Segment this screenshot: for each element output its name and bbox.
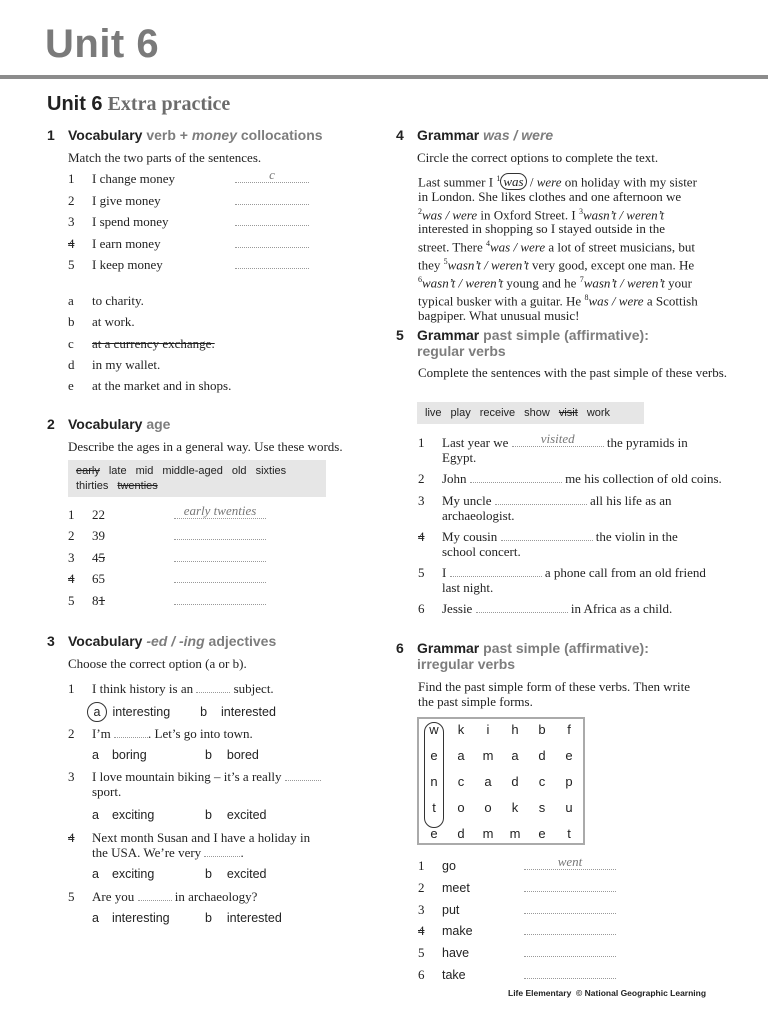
word-option: middle-aged: [162, 465, 223, 477]
grid-letter: f: [567, 722, 571, 737]
word-option: play: [450, 407, 471, 419]
answer-blank[interactable]: [114, 726, 148, 738]
exercise-1-instruction: Match the two parts of the sentences.: [68, 150, 262, 165]
item-row: [68, 528, 266, 544]
item-number: 1: [418, 858, 425, 873]
answer-blank[interactable]: [450, 565, 542, 577]
item-text: I think history is an: [92, 681, 197, 696]
item-text: me his collection of old coins.: [561, 471, 722, 486]
item-row: [92, 845, 244, 861]
item-number: 1: [418, 435, 425, 450]
item-row: [418, 471, 722, 487]
answer-blank[interactable]: [138, 889, 172, 901]
exercise-5-word-box: [417, 402, 644, 424]
item-row: [418, 601, 672, 617]
item-row: [92, 747, 259, 763]
item-row: [68, 336, 215, 352]
answer-blank[interactable]: [524, 967, 616, 979]
exercise-5-heading: 5 Grammar past simple (affirmative): regular verbs: [396, 327, 649, 359]
item-number: 4: [68, 236, 75, 251]
item-row: [68, 357, 160, 373]
exercise-1: [47, 127, 377, 165]
item-number: 4: [418, 923, 425, 938]
item-text: the violin in the: [592, 529, 678, 544]
option-a-text: boring: [111, 748, 147, 762]
item-row: [92, 784, 121, 800]
option-b[interactable]: b: [204, 808, 212, 822]
item-row: [418, 493, 672, 509]
answer-blank[interactable]: [235, 167, 309, 183]
word-option: visit: [558, 407, 578, 419]
item-row: [92, 910, 282, 926]
grid-letter: b: [538, 722, 546, 737]
word-option: receive: [479, 407, 516, 419]
item-text: school concert.: [442, 544, 521, 559]
item-verb: make: [442, 924, 473, 938]
item-text: Are you: [92, 889, 138, 904]
item-text: Jessie: [442, 601, 476, 616]
ending-letter: e: [68, 378, 74, 393]
item-age: 45: [92, 550, 105, 565]
item-text: the USA. We’re very: [92, 845, 205, 860]
item-text: I keep money: [92, 257, 163, 272]
grid-letter: w: [429, 722, 439, 737]
option-b-text: interested: [207, 705, 276, 719]
item-number: 1: [68, 507, 75, 522]
grid-letter: e: [538, 826, 546, 841]
item-number: 1: [68, 681, 75, 696]
exercise-1-heading: 1 Vocabulary verb + money collocations: [47, 127, 323, 143]
word-option: work: [586, 407, 611, 419]
item-number: 2: [418, 880, 425, 895]
item-text: Egypt.: [442, 450, 477, 465]
item-number: 4: [418, 529, 425, 544]
unit-header: Unit 6: [45, 22, 160, 66]
item-text: Next month Susan and I have a holiday in: [92, 830, 311, 845]
grid-letter: t: [432, 800, 436, 815]
item-row: [68, 214, 309, 230]
answer-blank[interactable]: [470, 471, 562, 483]
answer-blank[interactable]: [204, 845, 240, 857]
exercise-3: [47, 633, 377, 671]
grid-letter: h: [511, 722, 519, 737]
word-option: live: [425, 407, 442, 419]
exercise-2: [47, 416, 377, 454]
item-number: 6: [418, 967, 425, 982]
item-row: [68, 167, 309, 187]
item-text: I’m: [92, 726, 115, 741]
item-number: 5: [68, 889, 75, 904]
ending-text: at a currency exchange.: [92, 336, 215, 351]
answer-fill: visited: [540, 431, 575, 446]
item-text: My cousin: [442, 529, 501, 544]
exercise-1-topic: verb + money collocations: [146, 127, 323, 143]
item-row: [92, 702, 276, 722]
ending-text: at the market and in shops.: [92, 378, 232, 393]
item-text: I give money: [92, 193, 161, 208]
answer-blank[interactable]: [174, 593, 266, 605]
item-row: [418, 854, 616, 874]
exercise-4-heading: 4 Grammar was / were: [396, 127, 554, 143]
item-text: I change money: [92, 171, 176, 186]
option-a-text: exciting: [111, 867, 155, 881]
answer-blank[interactable]: [524, 854, 616, 870]
exercise-2-instruction: Describe the ages in a general way. Use these words.: [68, 439, 343, 454]
answer-blank[interactable]: [174, 550, 266, 562]
exercise-4: [396, 127, 736, 165]
option-b[interactable]: b: [204, 748, 212, 762]
ending-text: to charity.: [92, 293, 144, 308]
item-number: 4: [68, 571, 75, 586]
grid-letter: m: [482, 826, 494, 841]
item-age: 65: [92, 571, 105, 586]
item-row: [68, 293, 144, 309]
footer: Life Elementary © National Geographic Learning: [508, 988, 707, 998]
option-a[interactable]: a: [92, 748, 99, 762]
exercise-5: [396, 327, 736, 359]
item-row: [442, 580, 493, 596]
grid-letter: a: [457, 748, 465, 763]
item-text: all his life as an: [586, 493, 672, 508]
exercise-2-word-box: [68, 460, 326, 497]
item-number: 3: [68, 769, 75, 784]
circled-answer: was: [500, 173, 526, 190]
item-text: a phone call from an old friend: [541, 565, 706, 580]
exercise-3-heading: 3 Vocabulary -ed / -ing adjectives: [47, 633, 277, 649]
exercise-4-text: Last summer I $^1$ was / were on holiday with my sister in London. She likes clothes and one afternoon we $^2$was / were in Oxford Street. I $^3$wasn’t / weren’t interested in shopping so I stayed outside in the street. There $^4$was / were a lot of street musicians, but they $^5$wasn’t / weren’t very good, except one man. He $^6$wasn’t / weren’t young and he $^7$wasn’t / weren’t your typical busker with a guitar. He $^8$was / were a Scottish bagpiper. What unusual music!: [418, 174, 698, 323]
option-b[interactable]: b: [204, 911, 212, 925]
grid-letter: o: [457, 800, 465, 815]
option-a-text: exciting: [111, 808, 155, 822]
option-a[interactable]: a: [92, 911, 99, 925]
item-number: 5: [68, 593, 75, 608]
item-verb: take: [442, 968, 466, 982]
ending-letter: b: [68, 314, 75, 329]
word-option: late: [108, 465, 127, 477]
answer-fill: early twenties: [183, 503, 257, 518]
answer-blank[interactable]: [524, 880, 616, 892]
grid-letter: e: [565, 748, 573, 763]
item-age: 22: [92, 507, 105, 522]
grid-letter: e: [430, 826, 438, 841]
item-text: Last year we: [442, 435, 512, 450]
item-row: [418, 431, 688, 451]
answer-blank[interactable]: [235, 257, 309, 269]
answer-blank[interactable]: [524, 945, 616, 957]
item-row: [68, 378, 231, 394]
item-number: 2: [68, 726, 75, 741]
page-title: [47, 93, 230, 116]
item-number: 5: [418, 565, 425, 580]
ending-letter: c: [68, 336, 74, 351]
item-number: 3: [68, 214, 75, 229]
answer-blank[interactable]: [512, 431, 604, 447]
item-row: [68, 550, 266, 566]
item-number: 5: [68, 257, 75, 272]
grid-letter: m: [482, 748, 494, 763]
item-number: 1: [68, 171, 75, 186]
option-b-text: excited: [226, 867, 267, 881]
item-text: I love mountain biking – it’s a really: [92, 769, 285, 784]
answer-blank[interactable]: [476, 601, 568, 613]
option-b[interactable]: b: [204, 867, 212, 881]
word-search-grid: [417, 717, 585, 845]
item-row: [418, 923, 616, 939]
answer-blank[interactable]: [501, 529, 593, 541]
item-row: [68, 593, 266, 609]
exercise-6-instruction: Find the past simple form of these verbs. Then write the past simple forms.: [418, 679, 690, 709]
ending-text: at work.: [92, 314, 135, 329]
word-option: thirties: [76, 480, 109, 492]
option-a[interactable]: a: [92, 808, 99, 822]
item-row: [68, 571, 266, 587]
header-rule: [0, 75, 768, 79]
item-row: [68, 889, 257, 905]
item-text: in Africa as a child.: [567, 601, 673, 616]
item-age: 81: [92, 593, 105, 608]
answer-fill: went: [557, 854, 583, 869]
age-digit: 5: [98, 550, 105, 565]
word-option: old: [231, 465, 247, 477]
item-number: 3: [68, 550, 75, 565]
option-a-text: interesting: [109, 705, 171, 719]
item-row: [68, 681, 274, 697]
word-option: sixties: [255, 465, 287, 477]
grid-letter: o: [484, 800, 492, 815]
item-verb: meet: [442, 881, 470, 895]
grid-letter: t: [567, 826, 571, 841]
word-option: mid: [135, 465, 154, 477]
item-verb: go: [442, 859, 456, 873]
item-row: [442, 544, 521, 560]
answer-blank[interactable]: [235, 214, 309, 226]
item-row: [68, 830, 310, 846]
selected-option-a[interactable]: a: [87, 702, 107, 722]
grid-letter: s: [538, 800, 546, 815]
grid-letter: a: [511, 748, 519, 763]
grid-letter: p: [565, 774, 573, 789]
item-row: [68, 236, 309, 252]
grid-letter: e: [430, 748, 438, 763]
item-number: 3: [418, 902, 425, 917]
grid-letter: a: [484, 774, 492, 789]
answer-blank[interactable]: [495, 493, 587, 505]
option-b-text: interested: [226, 911, 282, 925]
item-number: 4: [68, 830, 75, 845]
answer-blank[interactable]: [235, 193, 309, 205]
item-row: [68, 314, 135, 330]
exercise-6-heading: 6 Grammar past simple (affirmative): irregular verbs: [396, 640, 649, 672]
grid-letter: k: [511, 800, 519, 815]
ending-letter: a: [68, 293, 74, 308]
item-number: 5: [418, 945, 425, 960]
answer-fill: c: [269, 167, 275, 182]
item-text: last night.: [442, 580, 494, 595]
option-b-text: excited: [226, 808, 267, 822]
ending-text: in my wallet.: [92, 357, 161, 372]
item-row: [418, 529, 678, 545]
item-row: [418, 967, 616, 983]
item-text: the pyramids in: [603, 435, 688, 450]
item-text: sport.: [92, 784, 122, 799]
option-a-text: interesting: [111, 911, 170, 925]
answer-blank[interactable]: [174, 571, 266, 583]
grid-letter: d: [457, 826, 465, 841]
item-row: [418, 565, 706, 581]
exercise-2-heading: 2 Vocabulary age: [47, 416, 171, 432]
item-row: [92, 866, 267, 882]
answer-blank[interactable]: [174, 503, 266, 519]
answer-blank[interactable]: [174, 528, 266, 540]
item-number: 2: [418, 471, 425, 486]
grid-letter: u: [565, 800, 573, 815]
item-text: My uncle: [442, 493, 495, 508]
answer-blank[interactable]: [196, 681, 230, 693]
option-b[interactable]: b: [200, 705, 208, 719]
item-text: John: [442, 471, 470, 486]
item-number: 3: [418, 493, 425, 508]
grid-letter: c: [457, 774, 465, 789]
age-digit: 1: [98, 593, 105, 608]
exercise-4-instruction: Circle the correct options to complete the text.: [417, 150, 659, 165]
item-row: [92, 807, 267, 823]
exercise-3-instruction: Choose the correct option (a or b).: [68, 656, 247, 671]
answer-blank[interactable]: [285, 769, 321, 781]
item-row: [68, 726, 253, 742]
answer-blank[interactable]: [235, 236, 309, 248]
item-text: . Let’s go into town.: [148, 726, 253, 741]
title-unit: Unit 6: [47, 93, 103, 115]
item-text: subject.: [230, 681, 274, 696]
item-verb: have: [442, 946, 470, 960]
grid-letter: n: [430, 774, 438, 789]
item-text: archaeologist.: [442, 508, 515, 523]
ending-letter: d: [68, 357, 75, 372]
item-row: [418, 945, 616, 961]
grid-letter: d: [511, 774, 519, 789]
exercise-6: [396, 640, 736, 672]
item-text: I earn money: [92, 236, 161, 251]
item-number: 2: [68, 193, 75, 208]
item-number: 6: [418, 601, 425, 616]
item-text: .: [240, 845, 244, 860]
item-row: [68, 503, 266, 523]
grid-letter: i: [486, 722, 490, 737]
grid-letter: c: [538, 774, 546, 789]
title-subtitle: Extra practice: [107, 93, 231, 115]
exercise-5-instruction: Complete the sentences with the past simple of these verbs.: [418, 365, 728, 380]
grid-letter: d: [538, 748, 546, 763]
item-row: [68, 769, 321, 785]
item-row: [68, 193, 309, 209]
grid-letter: m: [509, 826, 521, 841]
item-age: 39: [92, 528, 105, 543]
item-text: in archaeology?: [171, 889, 258, 904]
item-row: [442, 450, 476, 466]
item-text: I spend money: [92, 214, 169, 229]
option-b-text: bored: [226, 748, 259, 762]
answer-blank[interactable]: [524, 923, 616, 935]
item-number: 2: [68, 528, 75, 543]
word-option: early: [76, 465, 100, 477]
option-a[interactable]: a: [92, 867, 99, 881]
item-row: [68, 257, 309, 273]
word-option: twenties: [117, 480, 158, 492]
item-verb: put: [442, 903, 460, 917]
item-row: [418, 902, 616, 918]
item-row: [418, 880, 616, 896]
answer-blank[interactable]: [524, 902, 616, 914]
word-option: show: [524, 407, 550, 419]
grid-letter: k: [457, 722, 465, 737]
item-row: [442, 508, 515, 524]
item-text: I: [442, 565, 450, 580]
